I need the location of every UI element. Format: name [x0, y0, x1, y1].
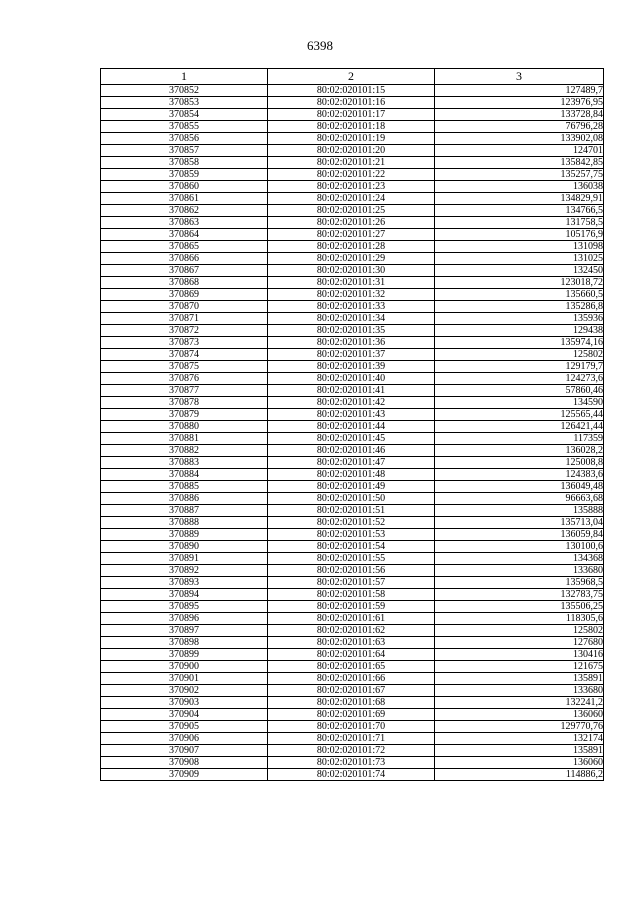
- cadastral-number-cell: 80:02:020101:41: [268, 385, 435, 397]
- value-cell: 57860,46: [435, 385, 604, 397]
- cadastral-number-cell: 80:02:020101:20: [268, 145, 435, 157]
- value-cell: 135888: [435, 505, 604, 517]
- cadastral-number-cell: 80:02:020101:30: [268, 265, 435, 277]
- data-table: [100, 68, 604, 781]
- row-number-cell: 370901: [101, 673, 268, 685]
- cadastral-number-cell: 80:02:020101:58: [268, 589, 435, 601]
- cadastral-number-cell: 80:02:020101:25: [268, 205, 435, 217]
- row-number-cell: 370882: [101, 445, 268, 457]
- row-number-cell: 370853: [101, 97, 268, 109]
- table-row: [101, 205, 604, 217]
- value-cell: 127680: [435, 637, 604, 649]
- value-cell: 117359: [435, 433, 604, 445]
- value-cell: 125802: [435, 349, 604, 361]
- header-row: [101, 69, 604, 85]
- row-number-cell: 370871: [101, 313, 268, 325]
- table-row: [101, 721, 604, 733]
- table-row: [101, 661, 604, 673]
- cadastral-number-cell: 80:02:020101:52: [268, 517, 435, 529]
- value-cell: 133680: [435, 685, 604, 697]
- row-number-cell: 370874: [101, 349, 268, 361]
- cadastral-number-cell: 80:02:020101:71: [268, 733, 435, 745]
- row-number-cell: 370872: [101, 325, 268, 337]
- value-cell: 125802: [435, 625, 604, 637]
- table-row: [101, 337, 604, 349]
- cadastral-number-cell: 80:02:020101:56: [268, 565, 435, 577]
- table-row: [101, 145, 604, 157]
- value-cell: 134368: [435, 553, 604, 565]
- value-cell: 135286,8: [435, 301, 604, 313]
- cadastral-number-cell: 80:02:020101:17: [268, 109, 435, 121]
- row-number-cell: 370852: [101, 85, 268, 97]
- row-number-cell: 370873: [101, 337, 268, 349]
- table-row: [101, 169, 604, 181]
- cadastral-number-cell: 80:02:020101:45: [268, 433, 435, 445]
- row-number-cell: 370899: [101, 649, 268, 661]
- table-row: [101, 373, 604, 385]
- row-number-cell: 370909: [101, 769, 268, 781]
- value-cell: 135974,16: [435, 337, 604, 349]
- row-number-cell: 370865: [101, 241, 268, 253]
- table-row: [101, 421, 604, 433]
- row-number-cell: 370876: [101, 373, 268, 385]
- cadastral-number-cell: 80:02:020101:74: [268, 769, 435, 781]
- value-cell: 135257,75: [435, 169, 604, 181]
- value-cell: 135891: [435, 673, 604, 685]
- table-row: [101, 133, 604, 145]
- cadastral-number-cell: 80:02:020101:18: [268, 121, 435, 133]
- table-row: [101, 517, 604, 529]
- cadastral-number-cell: 80:02:020101:46: [268, 445, 435, 457]
- cadastral-number-cell: 80:02:020101:33: [268, 301, 435, 313]
- row-number-cell: 370894: [101, 589, 268, 601]
- cadastral-number-cell: 80:02:020101:37: [268, 349, 435, 361]
- value-cell: 132174: [435, 733, 604, 745]
- row-number-cell: 370862: [101, 205, 268, 217]
- value-cell: 136060: [435, 757, 604, 769]
- value-cell: 76796,28: [435, 121, 604, 133]
- table-row: [101, 697, 604, 709]
- row-number-cell: 370860: [101, 181, 268, 193]
- row-number-cell: 370896: [101, 613, 268, 625]
- cadastral-number-cell: 80:02:020101:70: [268, 721, 435, 733]
- row-number-cell: 370866: [101, 253, 268, 265]
- value-cell: 130416: [435, 649, 604, 661]
- row-number-cell: 370904: [101, 709, 268, 721]
- table-row: [101, 85, 604, 97]
- cadastral-number-cell: 80:02:020101:23: [268, 181, 435, 193]
- value-cell: 132450: [435, 265, 604, 277]
- table-row: [101, 637, 604, 649]
- row-number-cell: 370887: [101, 505, 268, 517]
- row-number-cell: 370907: [101, 745, 268, 757]
- value-cell: 129179,7: [435, 361, 604, 373]
- table-row: [101, 469, 604, 481]
- table-row: [101, 193, 604, 205]
- value-cell: 136028,2: [435, 445, 604, 457]
- table-row: [101, 397, 604, 409]
- row-number-cell: 370877: [101, 385, 268, 397]
- value-cell: 126421,44: [435, 421, 604, 433]
- table-row: [101, 157, 604, 169]
- row-number-cell: 370867: [101, 265, 268, 277]
- value-cell: 136038: [435, 181, 604, 193]
- value-cell: 124273,6: [435, 373, 604, 385]
- cadastral-number-cell: 80:02:020101:62: [268, 625, 435, 637]
- table-row: [101, 109, 604, 121]
- cadastral-number-cell: 80:02:020101:73: [268, 757, 435, 769]
- cadastral-number-cell: 80:02:020101:24: [268, 193, 435, 205]
- row-number-cell: 370906: [101, 733, 268, 745]
- cadastral-number-cell: 80:02:020101:27: [268, 229, 435, 241]
- cadastral-number-cell: 80:02:020101:35: [268, 325, 435, 337]
- row-number-cell: 370908: [101, 757, 268, 769]
- table-row: [101, 625, 604, 637]
- value-cell: 133728,84: [435, 109, 604, 121]
- value-cell: 134766,5: [435, 205, 604, 217]
- value-cell: 114886,2: [435, 769, 604, 781]
- table-row: [101, 685, 604, 697]
- table-row: [101, 361, 604, 373]
- value-cell: 136060: [435, 709, 604, 721]
- cadastral-number-cell: 80:02:020101:32: [268, 289, 435, 301]
- cadastral-number-cell: 80:02:020101:68: [268, 697, 435, 709]
- row-number-cell: 370857: [101, 145, 268, 157]
- table-row: [101, 577, 604, 589]
- table-row: [101, 217, 604, 229]
- cadastral-number-cell: 80:02:020101:43: [268, 409, 435, 421]
- row-number-cell: 370895: [101, 601, 268, 613]
- row-number-cell: 370893: [101, 577, 268, 589]
- cadastral-number-cell: 80:02:020101:26: [268, 217, 435, 229]
- row-number-cell: 370855: [101, 121, 268, 133]
- row-number-cell: 370883: [101, 457, 268, 469]
- value-cell: 134829,91: [435, 193, 604, 205]
- value-cell: 135936: [435, 313, 604, 325]
- table-row: [101, 457, 604, 469]
- table-row: [101, 349, 604, 361]
- row-number-cell: 370879: [101, 409, 268, 421]
- row-number-cell: 370868: [101, 277, 268, 289]
- row-number-cell: 370892: [101, 565, 268, 577]
- value-cell: 123976,95: [435, 97, 604, 109]
- row-number-cell: 370854: [101, 109, 268, 121]
- column-header-3: 3: [435, 69, 604, 85]
- row-number-cell: 370870: [101, 301, 268, 313]
- row-number-cell: 370905: [101, 721, 268, 733]
- table-row: [101, 97, 604, 109]
- value-cell: 132783,75: [435, 589, 604, 601]
- value-cell: 118305,6: [435, 613, 604, 625]
- cadastral-number-cell: 80:02:020101:19: [268, 133, 435, 145]
- value-cell: 125008,8: [435, 457, 604, 469]
- value-cell: 121675: [435, 661, 604, 673]
- cadastral-number-cell: 80:02:020101:59: [268, 601, 435, 613]
- value-cell: 136049,48: [435, 481, 604, 493]
- row-number-cell: 370886: [101, 493, 268, 505]
- row-number-cell: 370863: [101, 217, 268, 229]
- row-number-cell: 370903: [101, 697, 268, 709]
- value-cell: 123018,72: [435, 277, 604, 289]
- table-row: [101, 241, 604, 253]
- row-number-cell: 370861: [101, 193, 268, 205]
- table-row: [101, 505, 604, 517]
- table-row: [101, 313, 604, 325]
- value-cell: 132241,2: [435, 697, 604, 709]
- page-number: 6398: [307, 38, 333, 53]
- value-cell: 135506,25: [435, 601, 604, 613]
- cadastral-number-cell: 80:02:020101:29: [268, 253, 435, 265]
- value-cell: 133902,08: [435, 133, 604, 145]
- table-row: [101, 529, 604, 541]
- cadastral-number-cell: 80:02:020101:40: [268, 373, 435, 385]
- cadastral-number-cell: 80:02:020101:28: [268, 241, 435, 253]
- cadastral-number-cell: 80:02:020101:16: [268, 97, 435, 109]
- cadastral-number-cell: 80:02:020101:53: [268, 529, 435, 541]
- table-row: [101, 589, 604, 601]
- table-row: [101, 757, 604, 769]
- table-row: [101, 553, 604, 565]
- table-row: [101, 733, 604, 745]
- row-number-cell: 370902: [101, 685, 268, 697]
- row-number-cell: 370858: [101, 157, 268, 169]
- table-row: [101, 433, 604, 445]
- table-row: [101, 493, 604, 505]
- table-row: [101, 565, 604, 577]
- row-number-cell: 370878: [101, 397, 268, 409]
- row-number-cell: 370869: [101, 289, 268, 301]
- table-row: [101, 481, 604, 493]
- value-cell: 133680: [435, 565, 604, 577]
- cadastral-number-cell: 80:02:020101:63: [268, 637, 435, 649]
- row-number-cell: 370900: [101, 661, 268, 673]
- table-row: [101, 277, 604, 289]
- row-number-cell: 370891: [101, 553, 268, 565]
- value-cell: 124383,6: [435, 469, 604, 481]
- value-cell: 135891: [435, 745, 604, 757]
- table-header: [101, 69, 604, 85]
- value-cell: 105176,9: [435, 229, 604, 241]
- value-cell: 129438: [435, 325, 604, 337]
- cadastral-number-cell: 80:02:020101:57: [268, 577, 435, 589]
- row-number-cell: 370897: [101, 625, 268, 637]
- cadastral-number-cell: 80:02:020101:67: [268, 685, 435, 697]
- row-number-cell: 370880: [101, 421, 268, 433]
- cadastral-number-cell: 80:02:020101:65: [268, 661, 435, 673]
- column-header-1: 1: [101, 69, 268, 85]
- row-number-cell: 370884: [101, 469, 268, 481]
- value-cell: 125565,44: [435, 409, 604, 421]
- value-cell: 131098: [435, 241, 604, 253]
- value-cell: 135968,5: [435, 577, 604, 589]
- cadastral-number-cell: 80:02:020101:64: [268, 649, 435, 661]
- cadastral-number-cell: 80:02:020101:15: [268, 85, 435, 97]
- row-number-cell: 370864: [101, 229, 268, 241]
- table-row: [101, 541, 604, 553]
- cadastral-number-cell: 80:02:020101:34: [268, 313, 435, 325]
- value-cell: 127489,7: [435, 85, 604, 97]
- value-cell: 124701: [435, 145, 604, 157]
- row-number-cell: 370859: [101, 169, 268, 181]
- row-number-cell: 370898: [101, 637, 268, 649]
- cadastral-number-cell: 80:02:020101:49: [268, 481, 435, 493]
- cadastral-number-cell: 80:02:020101:51: [268, 505, 435, 517]
- table-row: [101, 769, 604, 781]
- cadastral-number-cell: 80:02:020101:42: [268, 397, 435, 409]
- row-number-cell: 370885: [101, 481, 268, 493]
- value-cell: 134590: [435, 397, 604, 409]
- cadastral-number-cell: 80:02:020101:55: [268, 553, 435, 565]
- value-cell: 96663,68: [435, 493, 604, 505]
- table-row: [101, 709, 604, 721]
- value-cell: 135713,04: [435, 517, 604, 529]
- table-body: [101, 85, 604, 781]
- cadastral-number-cell: 80:02:020101:54: [268, 541, 435, 553]
- value-cell: 129770,76: [435, 721, 604, 733]
- table-row: [101, 301, 604, 313]
- column-header-2: 2: [268, 69, 435, 85]
- cadastral-number-cell: 80:02:020101:61: [268, 613, 435, 625]
- table-row: [101, 325, 604, 337]
- table-row: [101, 745, 604, 757]
- table-row: [101, 601, 604, 613]
- cadastral-number-cell: 80:02:020101:72: [268, 745, 435, 757]
- cadastral-number-cell: 80:02:020101:47: [268, 457, 435, 469]
- value-cell: 131758,5: [435, 217, 604, 229]
- value-cell: 131025: [435, 253, 604, 265]
- table-row: [101, 445, 604, 457]
- row-number-cell: 370890: [101, 541, 268, 553]
- cadastral-number-cell: 80:02:020101:48: [268, 469, 435, 481]
- cadastral-number-cell: 80:02:020101:21: [268, 157, 435, 169]
- cadastral-number-cell: 80:02:020101:66: [268, 673, 435, 685]
- table-row: [101, 385, 604, 397]
- row-number-cell: 370856: [101, 133, 268, 145]
- value-cell: 135660,5: [435, 289, 604, 301]
- value-cell: 136059,84: [435, 529, 604, 541]
- cadastral-number-cell: 80:02:020101:44: [268, 421, 435, 433]
- table-row: [101, 265, 604, 277]
- table-row: [101, 229, 604, 241]
- cadastral-number-cell: 80:02:020101:31: [268, 277, 435, 289]
- value-cell: 135842,85: [435, 157, 604, 169]
- table-row: [101, 613, 604, 625]
- table-row: [101, 649, 604, 661]
- cadastral-number-cell: 80:02:020101:39: [268, 361, 435, 373]
- row-number-cell: 370889: [101, 529, 268, 541]
- table-row: [101, 121, 604, 133]
- cadastral-number-cell: 80:02:020101:69: [268, 709, 435, 721]
- row-number-cell: 370888: [101, 517, 268, 529]
- value-cell: 130100,6: [435, 541, 604, 553]
- row-number-cell: 370881: [101, 433, 268, 445]
- table-row: [101, 673, 604, 685]
- table-row: [101, 181, 604, 193]
- cadastral-number-cell: 80:02:020101:22: [268, 169, 435, 181]
- row-number-cell: 370875: [101, 361, 268, 373]
- table-row: [101, 253, 604, 265]
- table-row: [101, 409, 604, 421]
- cadastral-number-cell: 80:02:020101:50: [268, 493, 435, 505]
- cadastral-number-cell: 80:02:020101:36: [268, 337, 435, 349]
- table-row: [101, 289, 604, 301]
